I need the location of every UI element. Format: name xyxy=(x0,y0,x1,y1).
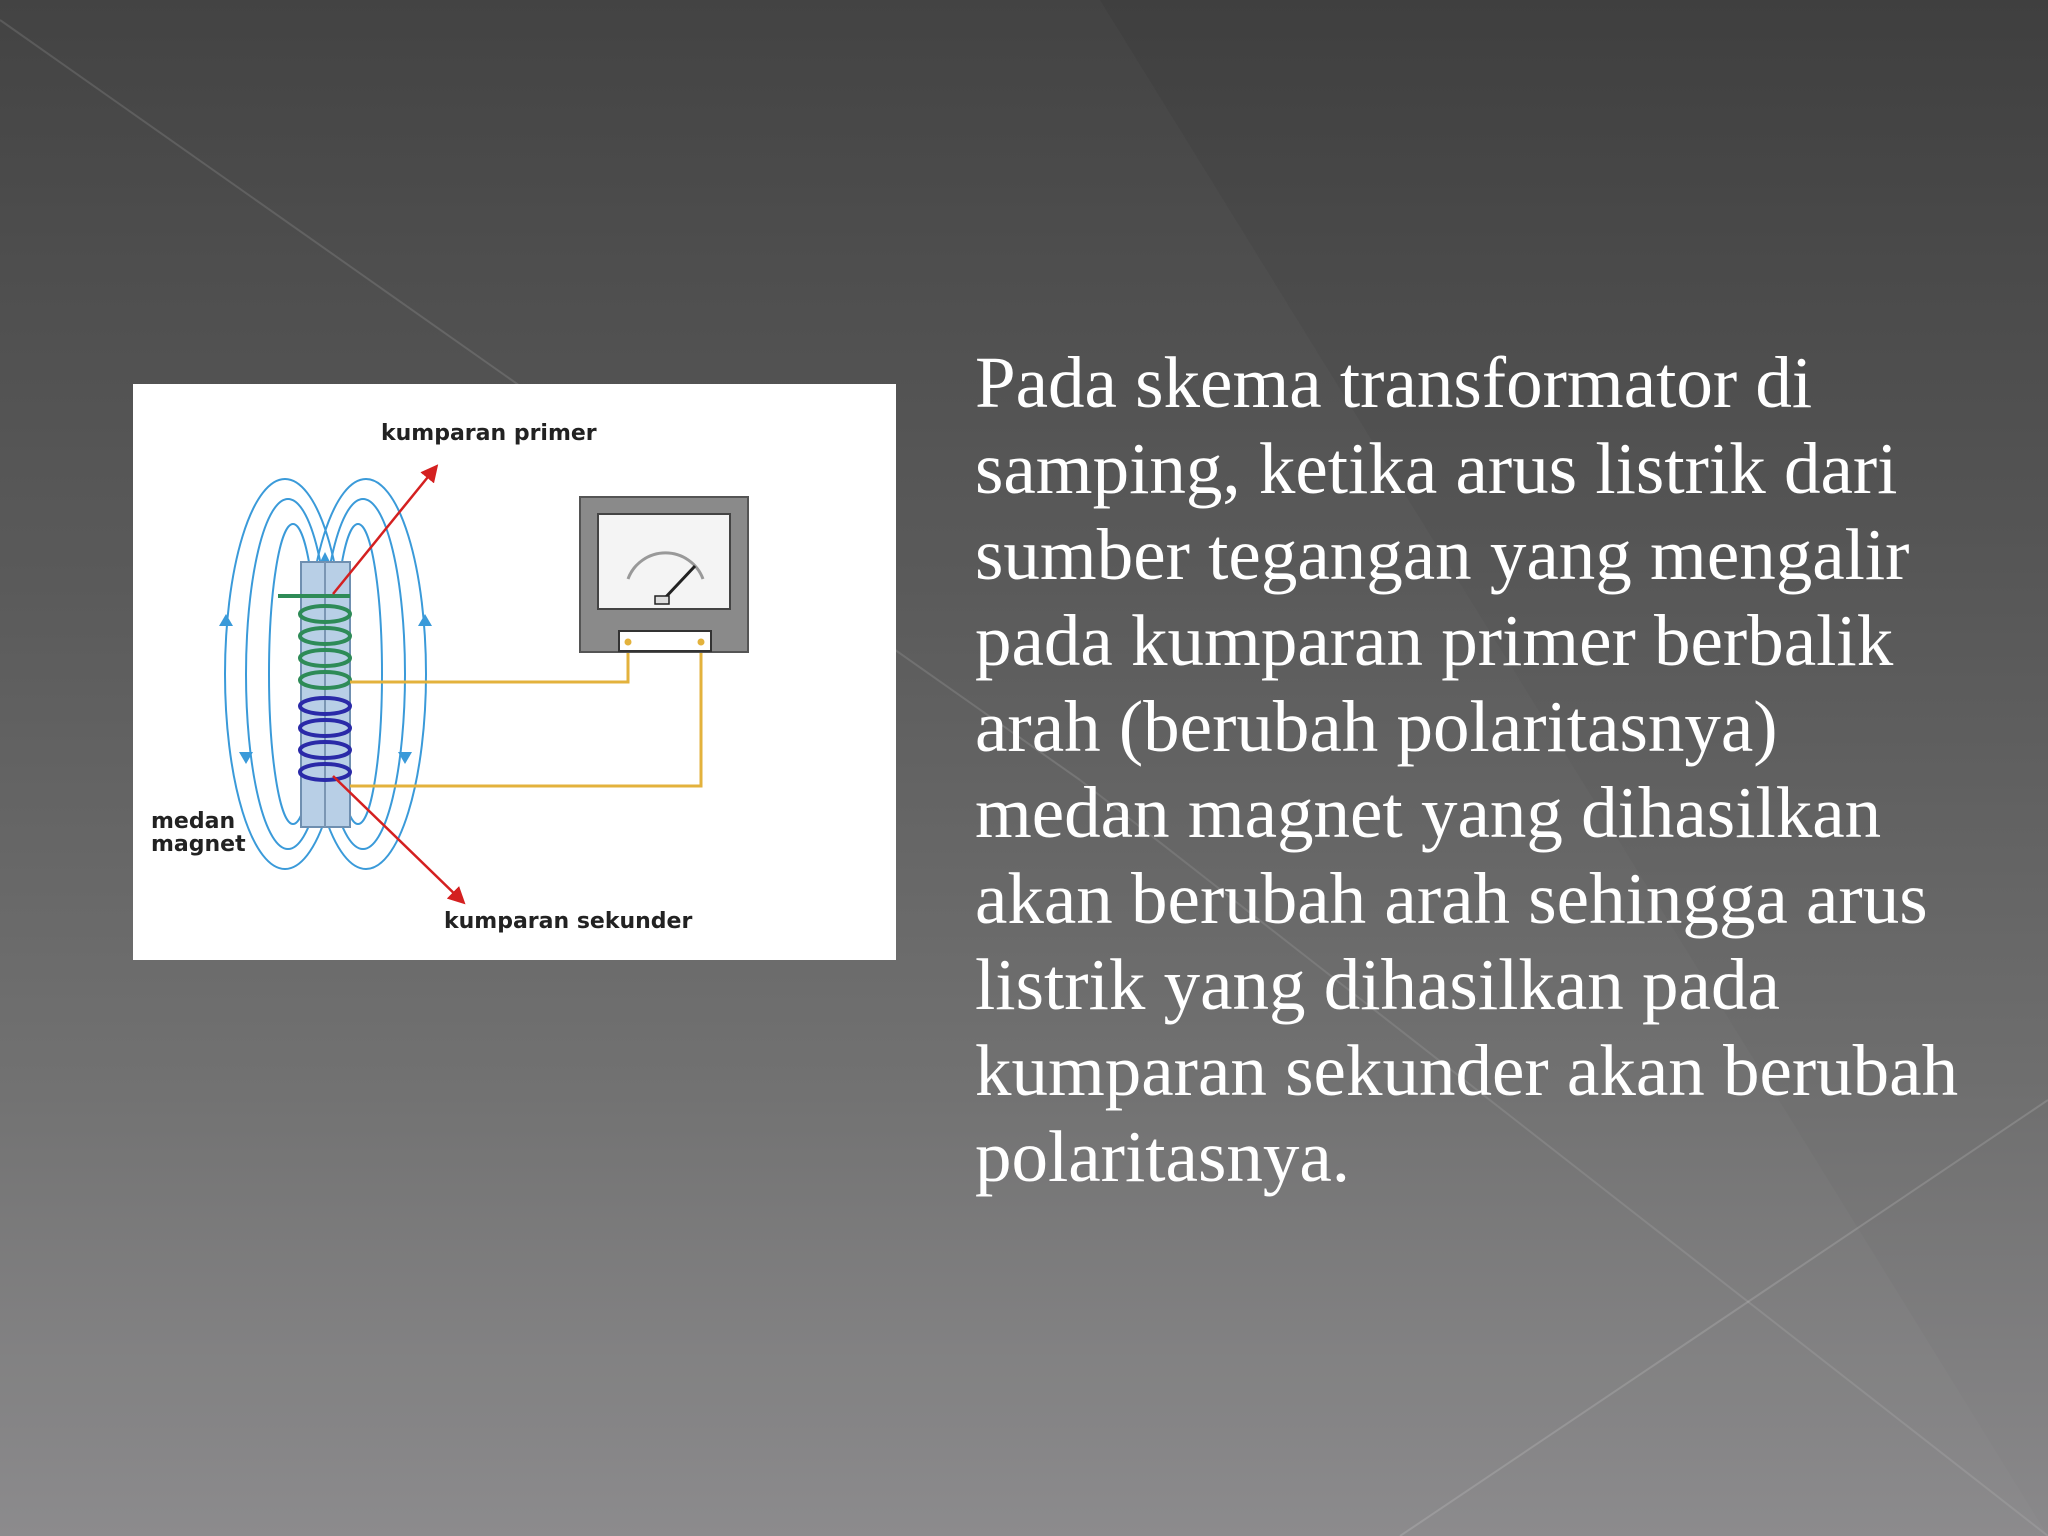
slide-paragraph: Pada skema transformator di samping, ketika arus listrik dari sumber tegangan yang mengalir pada kumparan primer berbalik arah (berubah polaritasnya) medan magnet yang dihasilkan akan berubah arah sehingga arus listrik yang dihasilkan pada kumparan sekunder akan berubah polaritasnya. xyxy=(975,342,1959,1197)
connecting-wires xyxy=(350,642,701,786)
label-magnet: magnet xyxy=(151,832,246,857)
label-kumparan-sekunder: kumparan sekunder xyxy=(444,909,693,934)
transformer-diagram xyxy=(133,384,896,960)
transformer-diagram-svg xyxy=(133,384,896,960)
arrow-secondary xyxy=(333,776,463,902)
label-medan: medan xyxy=(151,809,236,834)
galvanometer xyxy=(580,497,748,652)
label-kumparan-primer: kumparan primer xyxy=(381,421,597,446)
arrow-primary xyxy=(333,467,436,594)
